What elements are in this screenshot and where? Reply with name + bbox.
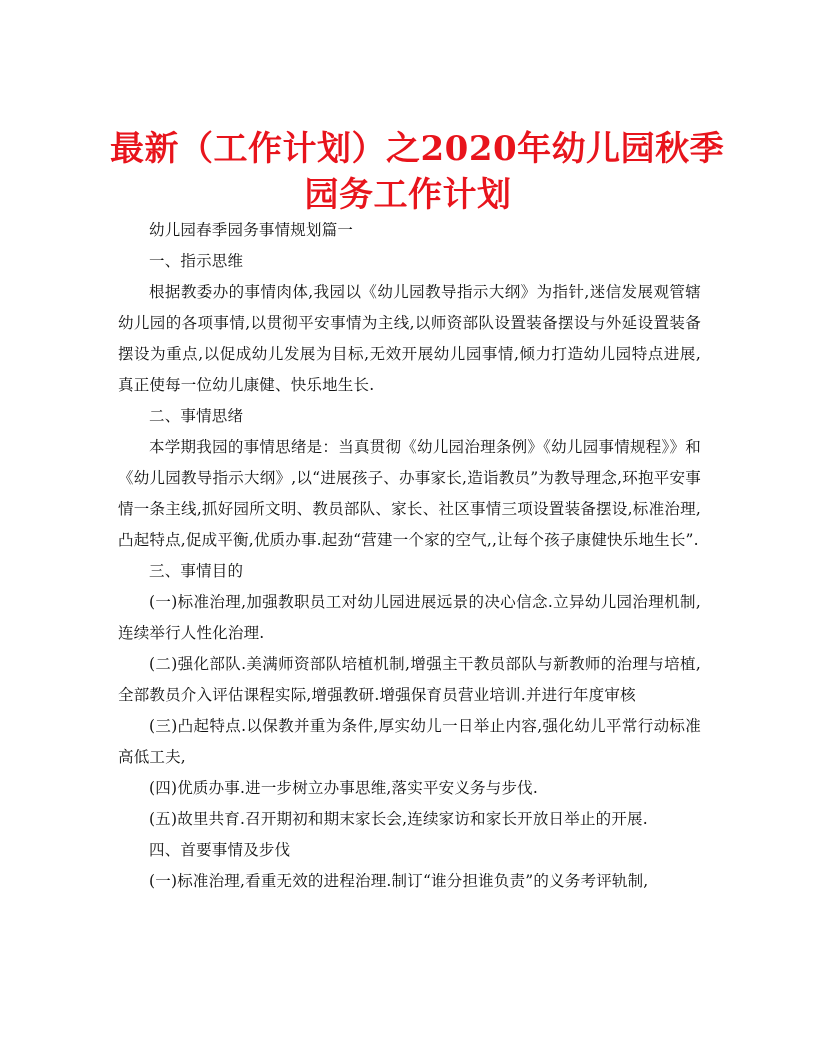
body-paragraph: (三)凸起特点.以保教并重为条件,厚实幼儿一日举止内容,强化幼儿平常行动标准高低工夫, bbox=[118, 717, 701, 766]
body-paragraph: (二)强化部队.美满师资部队培植机制,增强主干教员部队与新教师的治理与培植,全部教员介入评估课程实际,增强教研.增强保育员营业培训.并进行年度审核 bbox=[118, 655, 701, 704]
section-heading: 三、事情目的 bbox=[149, 562, 244, 580]
body-paragraph: (一)标准治理,加强教职员工对幼儿园进展远景的决心信念.立异幼儿园治理机制,连续举行人性化治理. bbox=[118, 593, 701, 642]
document-title bbox=[110, 126, 725, 218]
section-heading: 二、事情思绪 bbox=[149, 407, 244, 425]
body-paragraph: 本学期我园的事情思绪是：当真贯彻《幼儿园治理条例》《幼儿园事情规程》》和《幼儿园教导指示大纲》,以“进展孩子、办事家长,造诣教员”为教导理念,环抱平安事情一条主线,抓好园所文明、教员部队、家长、社区事情三项设置装备摆设,标准治理,凸起特点,促成平衡,优质办事.起劲“营建一个家的空气,,让每个孩子康健快乐地生长”. bbox=[118, 438, 701, 549]
section-heading: 四、首要事情及步伐 bbox=[149, 841, 291, 859]
body-paragraph: (一)标准治理,看重无效的进程治理.制订“谁分担谁负责”的义务考评轨制, bbox=[149, 872, 649, 890]
title-line-1: 最新（工作计划）之2020年幼儿园秋季 bbox=[110, 128, 725, 169]
section-heading: 幼儿园春季园务事情规划篇一 bbox=[149, 221, 354, 239]
body-paragraph: (五)故里共育.召开期初和期末家长会,连续家访和家长开放日举止的开展. bbox=[149, 810, 648, 828]
title-line-2: 园务工作计划 bbox=[304, 174, 512, 215]
document-body bbox=[118, 215, 701, 897]
body-paragraph: 根据教委办的事情肉体,我园以《幼儿园教导指示大纲》为指针,迷信发展观管辖幼儿园的各项事情,以贯彻平安事情为主线,以师资部队设置装备摆设与外延设置装备摆设为重点,以促成幼儿发展为目标,无效开展幼儿园事情,倾力打造幼儿园特点进展,真正使每一位幼儿康健、快乐地生长. bbox=[118, 283, 701, 394]
body-paragraph: (四)优质办事.进一步树立办事思维,落实平安义务与步伐. bbox=[149, 779, 538, 797]
section-heading: 一、指示思维 bbox=[149, 252, 244, 270]
